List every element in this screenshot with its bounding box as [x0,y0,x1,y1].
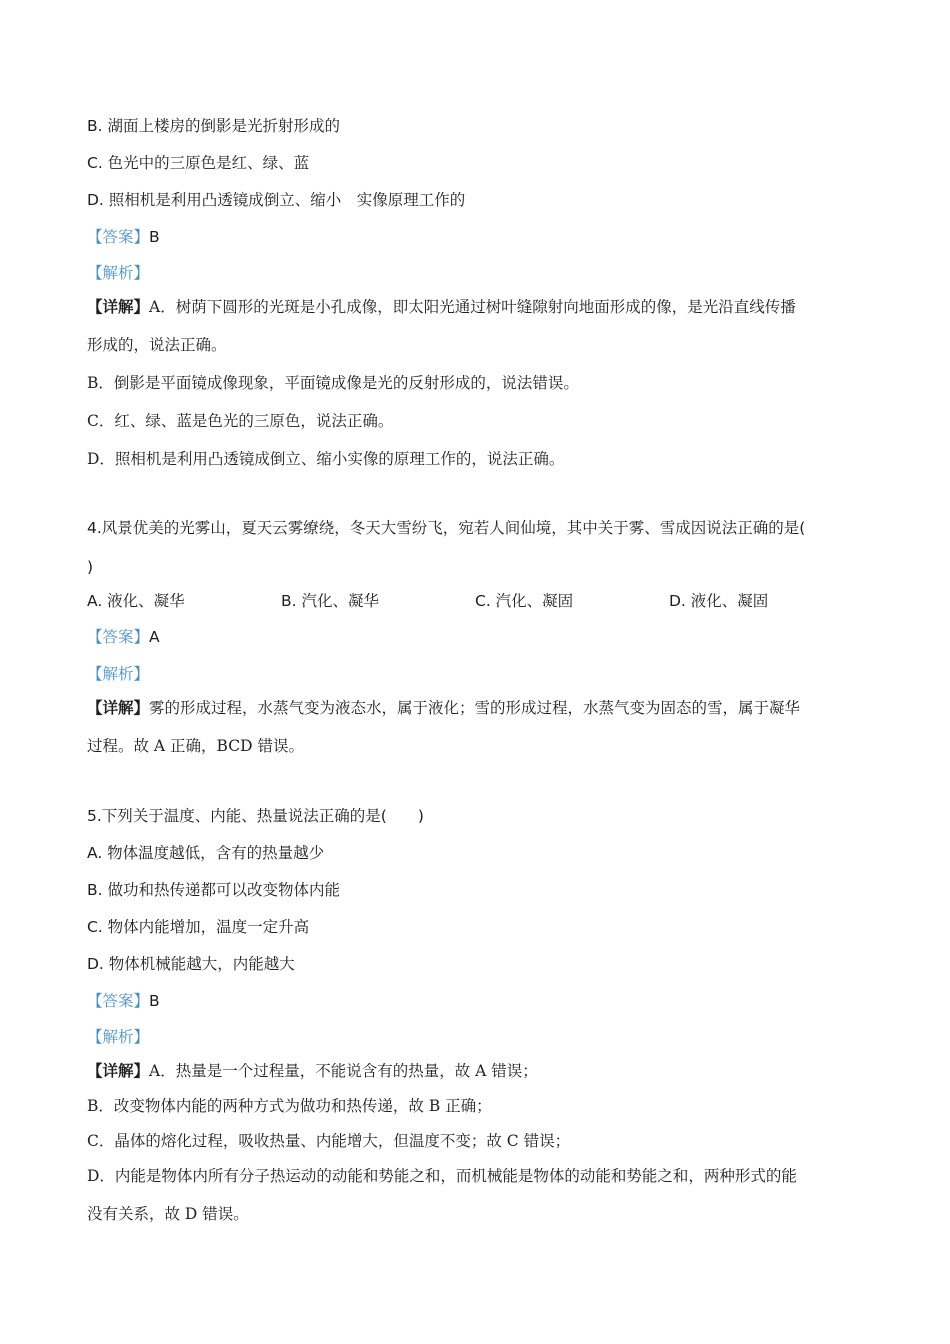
q5-stem: 5.下列关于温度、内能、热量说法正确的是( ) [87,807,424,825]
q5-detail-line-3: C．晶体的熔化过程，吸收热量、内能增大，但温度不变；故 C 错误； [87,1132,571,1150]
q4-detail-line-1 [87,697,800,719]
q5-option-c: C. 物体内能增加，温度一定升高 [87,918,310,936]
q4-analysis-tag: 【解析】 [87,665,150,683]
answer-value: B [149,992,160,1010]
q3-detail-line-1 [87,296,796,318]
q4-detail-line-2: 过程。故 A 正确，BCD 错误。 [87,737,304,755]
q5-option-d: D. 物体机械能越大，内能越大 [87,955,295,973]
q5-detail-line-5: 没有关系，故 D 错误。 [87,1205,249,1223]
q3-analysis-tag: 【解析】 [87,264,150,282]
q4-option-a: A. 液化、凝华 [87,592,185,610]
q5-answer [87,990,160,1012]
q4-stem-line-2: ) [87,558,94,576]
q3-detail-line-2: 形成的，说法正确。 [87,336,227,354]
answer-tag: 【答案】 [87,228,150,246]
detail-text: A．树荫下圆形的光斑是小孔成像，即太阳光通过树叶缝隙射向地面形成的像，是光沿直线传播 [149,298,796,316]
q4-answer [87,626,160,648]
detail-tag: 【详解】 [87,1061,150,1080]
q3-option-c: C. 色光中的三原色是红、绿、蓝 [87,154,310,172]
answer-tag: 【答案】 [87,628,150,646]
detail-text: 雾的形成过程，水蒸气变为液态水，属于液化；雪的形成过程，水蒸气变为固态的雪，属于凝华 [149,699,801,717]
q5-option-a: A. 物体温度越低，含有的热量越少 [87,844,325,862]
q5-detail-line-4: D．内能是物体内所有分子热运动的动能和势能之和，而机械能是物体的动能和势能之和，两种形式的能 [87,1167,797,1185]
q3-option-d: D. 照相机是利用凸透镜成倒立、缩小 实像原理工作的 [87,191,466,209]
q3-detail-line-4: C．红、绿、蓝是色光的三原色，说法正确。 [87,412,394,430]
q4-stem-line-1: 4.风景优美的光雾山，夏天云雾缭绕，冬天大雪纷飞，宛若人间仙境，其中关于雾、雪成因说法正确的是( [87,519,806,537]
detail-tag: 【详解】 [87,297,150,316]
q4-option-d: D. 液化、凝固 [669,592,769,610]
answer-value: A [149,628,160,646]
q5-detail-line-2: B．改变物体内能的两种方式为做功和热传递，故 B 正确； [87,1097,492,1115]
q5-analysis-tag: 【解析】 [87,1028,150,1046]
detail-tag: 【详解】 [87,698,150,717]
detail-text: A．热量是一个过程量，不能说含有的热量，故 A 错误； [149,1062,538,1080]
q3-detail-line-5: D．照相机是利用凸透镜成倒立、缩小实像的原理工作的，说法正确。 [87,450,565,468]
answer-value: B [149,228,160,246]
q4-option-c: C. 汽化、凝固 [475,592,574,610]
q4-option-b: B. 汽化、凝华 [281,592,379,610]
q5-option-b: B. 做功和热传递都可以改变物体内能 [87,881,340,899]
q3-answer [87,226,160,248]
q3-detail-line-3: B．倒影是平面镜成像现象，平面镜成像是光的反射形成的，说法错误。 [87,374,579,392]
answer-tag: 【答案】 [87,992,150,1010]
q5-detail-line-1 [87,1060,538,1082]
q3-option-b: B. 湖面上楼房的倒影是光折射形成的 [87,117,340,135]
